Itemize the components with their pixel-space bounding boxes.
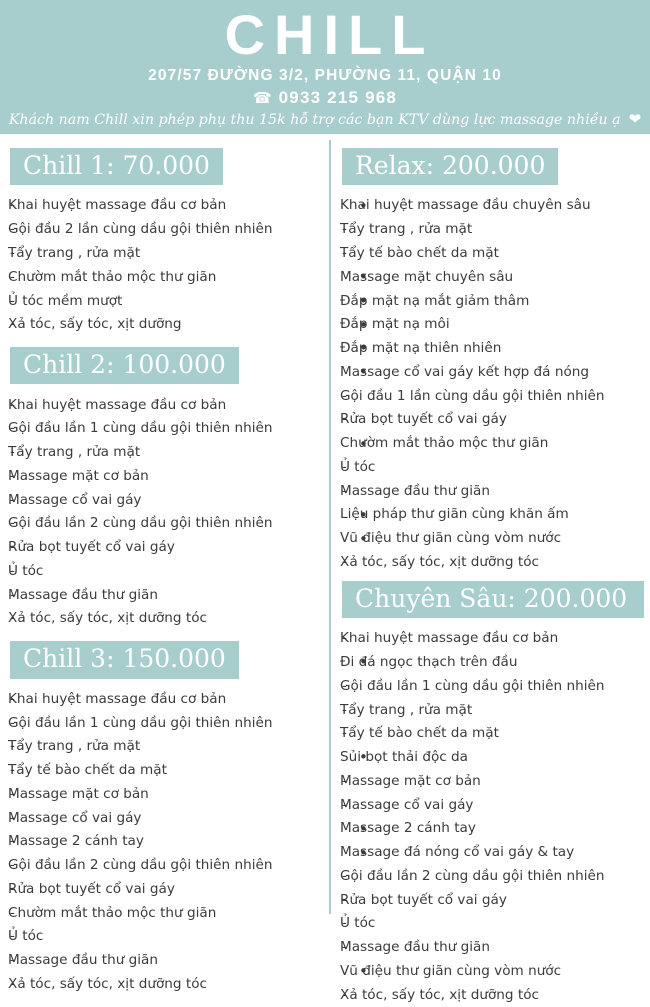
- list-item: - Gội đầu 1 lần cùng dầu gội thiên nhiên: [340, 384, 644, 408]
- list-item: • Liệu pháp thư giãn cùng khăn ấm: [340, 503, 644, 527]
- list-item: - Massage 2 cánh tay: [8, 830, 322, 854]
- list-item: - Tẩy trang , rửa mặt: [8, 242, 322, 266]
- list-item: • Đắp mặt nạ thiên nhiên: [340, 337, 644, 361]
- service-list: [8, 194, 322, 337]
- list-item: - Tẩy trang , rửa mặt: [8, 735, 322, 759]
- section-chuyen-sau: [340, 581, 644, 1007]
- list-item: - Tẩy tế bào chết da mặt: [340, 722, 644, 746]
- list-item: - Ủ tóc: [340, 456, 644, 480]
- list-item: • Massage 2 cánh tay: [340, 817, 644, 841]
- list-item: - Tẩy trang , rửa mặt: [340, 698, 644, 722]
- list-item: - Xả tóc, sấy tóc, xịt dưỡng: [8, 313, 322, 337]
- list-item: - Chườm mắt thảo mộc thư giãn: [8, 266, 322, 290]
- list-item: - Gội đầu lần 2 cùng dầu gội thiên nhiên: [340, 865, 644, 889]
- list-item: - Massage mặt cơ bản: [8, 783, 322, 807]
- list-item: • Vũ điệu thư giãn cùng vòm nước: [340, 960, 644, 984]
- service-list: [340, 627, 644, 1007]
- list-item: - Khai huyệt massage đầu cơ bản: [8, 393, 322, 417]
- list-item: - Xả tóc, sấy tóc, xịt dưỡng tóc: [8, 973, 322, 997]
- list-item: - Ủ tóc mềm mượt: [8, 289, 322, 313]
- list-item: - Massage đầu thư giãn: [340, 936, 644, 960]
- service-list: [8, 393, 322, 631]
- list-item: - Tẩy tế bào chết da mặt: [340, 242, 644, 266]
- phone-icon: ☎: [252, 89, 272, 108]
- list-item: - Massage cổ vai gáy: [8, 806, 322, 830]
- list-item: - Ủ tóc: [340, 912, 644, 936]
- surcharge-note-row: [0, 112, 650, 128]
- list-item: - Xả tóc, sấy tóc, xịt dưỡng tóc: [340, 984, 644, 1007]
- section-title: Chuyên Sâu: 200.000: [342, 581, 644, 619]
- list-item: - Tẩy trang , rửa mặt: [8, 441, 322, 465]
- right-column: [330, 134, 650, 1003]
- section-title: Chill 1: 70.000: [10, 148, 223, 186]
- list-item: - Gội đầu 2 lần cùng dầu gội thiên nhiên: [8, 218, 322, 242]
- service-list: [340, 194, 644, 574]
- list-item: • Vũ điệu thư giãn cùng vòm nước: [340, 527, 644, 551]
- section-title: Chill 2: 100.000: [10, 347, 239, 385]
- list-item: - Chườm mắt thảo mộc thư giãn: [8, 901, 322, 925]
- list-item: - Massage đầu thư giãn: [8, 949, 322, 973]
- list-item: - Gội đầu lần 1 cùng dầu gội thiên nhiên: [8, 417, 322, 441]
- list-item: - Massage cổ vai gáy: [8, 488, 322, 512]
- list-item: - Massage cổ vai gáy: [340, 793, 644, 817]
- list-item: - Xả tóc, sấy tóc, xịt dưỡng tóc: [340, 551, 644, 575]
- page-title: CHILL: [224, 3, 435, 66]
- list-item: - Khai huyệt massage đầu cơ bản: [340, 627, 644, 651]
- list-item: • Đắp mặt nạ môi: [340, 313, 644, 337]
- list-item: - Massage mặt cơ bản: [340, 770, 644, 794]
- list-item: - Gội đầu lần 2 cùng dầu gội thiên nhiên: [8, 512, 322, 536]
- service-list: [8, 688, 322, 997]
- list-item: - Rửa bọt tuyết cổ vai gáy: [340, 888, 644, 912]
- header: [0, 0, 650, 134]
- list-item: • Chườm mắt thảo mộc thư giãn: [340, 432, 644, 456]
- list-item: - Massage mặt cơ bản: [8, 465, 322, 489]
- list-item: - Khai huyệt massage đầu cơ bản: [8, 194, 322, 218]
- section-chill-1: [8, 142, 322, 337]
- list-item: - Ủ tóc: [8, 560, 322, 584]
- list-item: - Tẩy trang , rửa mặt: [340, 218, 644, 242]
- list-item: • Sủi bọt thải độc da: [340, 746, 644, 770]
- surcharge-note: Khách nam Chill xin phép phụ thu 15k hỗ trợ các bạn KTV dùng lực massage nhiều ạ: [8, 111, 621, 128]
- list-item: - Massage đầu thư giãn: [8, 584, 322, 608]
- list-item: - Rửa bọt tuyết cổ vai gáy: [8, 536, 322, 560]
- list-item: - Tẩy tế bào chết da mặt: [8, 759, 322, 783]
- list-item: • Massage mặt chuyên sâu: [340, 266, 644, 290]
- list-item: - Gội đầu lần 2 cùng dầu gội thiên nhiên: [8, 854, 322, 878]
- section-chill-2: [8, 341, 322, 631]
- list-item: - Khai huyệt massage đầu cơ bản: [8, 688, 322, 712]
- list-item: - Xả tóc, sấy tóc, xịt dưỡng tóc: [8, 607, 322, 631]
- section-relax: [340, 142, 644, 575]
- section-chill-3: [8, 635, 322, 996]
- phone-number: 0933 215 968: [278, 87, 398, 107]
- menu-columns: [0, 134, 650, 1003]
- list-item: • Massage cổ vai gáy kết hợp đá nóng: [340, 361, 644, 385]
- list-item: - Gội đầu lần 1 cùng dầu gội thiên nhiên: [340, 675, 644, 699]
- phone-row: [0, 88, 650, 108]
- list-item: • Đi đá ngọc thạch trên đầu: [340, 651, 644, 675]
- list-item: • Massage đá nóng cổ vai gáy & tay: [340, 841, 644, 865]
- left-column: [0, 134, 330, 992]
- section-title: Relax: 200.000: [342, 148, 558, 186]
- section-title: Chill 3: 150.000: [10, 641, 239, 679]
- list-item: • Khai huyệt massage đầu chuyên sâu: [340, 194, 644, 218]
- list-item: - Gội đầu lần 1 cùng dầu gội thiên nhiên: [8, 711, 322, 735]
- list-item: - Ủ tóc: [8, 925, 322, 949]
- heart-icon: ❤: [628, 110, 642, 129]
- list-item: - Massage đầu thư giãn: [340, 479, 644, 503]
- list-item: - Rửa bọt tuyết cổ vai gáy: [8, 878, 322, 902]
- list-item: - Rửa bọt tuyết cổ vai gáy: [340, 408, 644, 432]
- address-text: 207/57 ĐƯỜNG 3/2, PHƯỜNG 11, QUẬN 10: [148, 66, 502, 84]
- list-item: • Đắp mặt nạ mắt giảm thâm: [340, 289, 644, 313]
